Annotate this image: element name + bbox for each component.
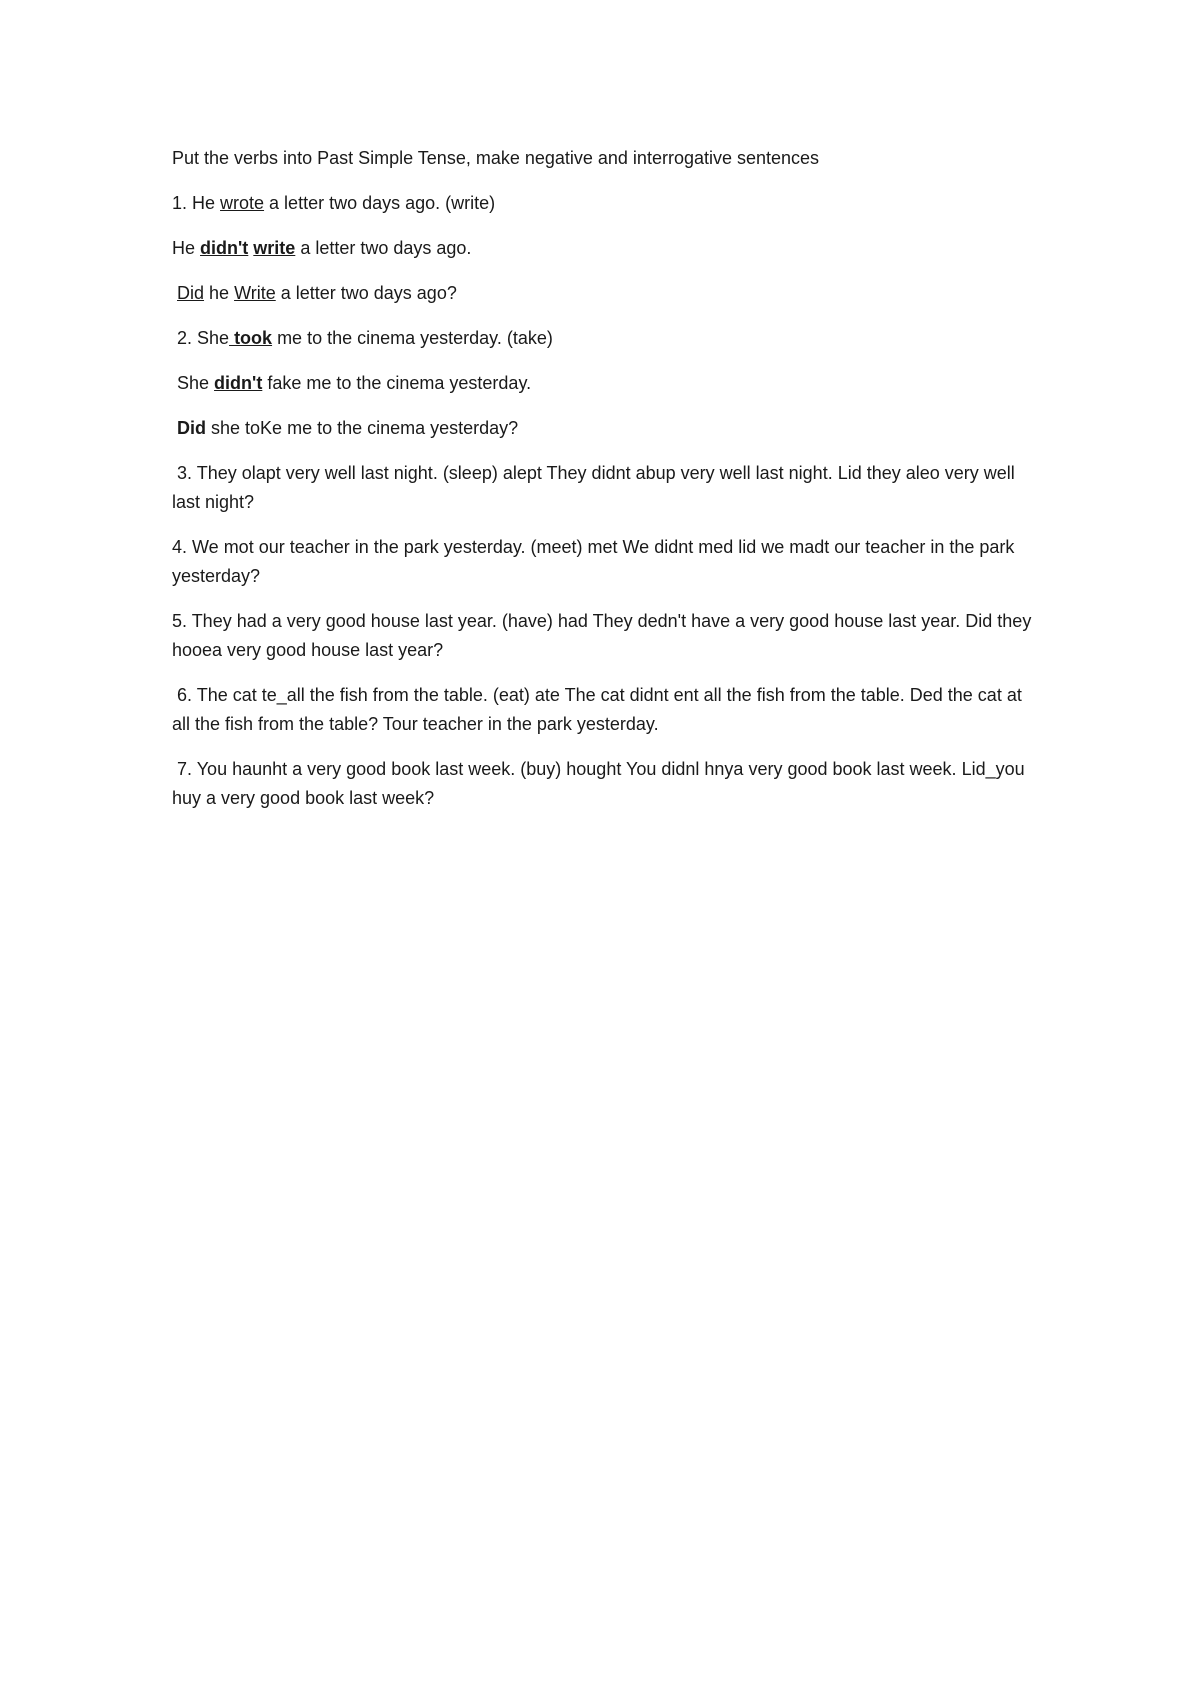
exercise-line bbox=[172, 324, 1032, 353]
line-text: 2. She bbox=[172, 328, 230, 348]
line-text: 3. They olapt very well last night. (sleep) alept They didnt abup very well last night. Lid they aleo very well last night? bbox=[172, 463, 1020, 512]
exercise-line bbox=[172, 414, 1032, 443]
exercise-line bbox=[172, 234, 1032, 263]
emphasized-text: Write bbox=[234, 283, 276, 303]
emphasized-text: write bbox=[253, 238, 296, 258]
exercise-line bbox=[172, 533, 1032, 591]
document-body bbox=[172, 144, 1037, 829]
emphasized-text: Did bbox=[177, 418, 207, 438]
line-text: me to the cinema yesterday. (take) bbox=[272, 328, 553, 348]
line-text: 5. They had a very good house last year. (have) had They dedn't have a very good house last year. Did they hooea very good house last year? bbox=[172, 611, 1037, 660]
line-text: 1. He bbox=[172, 193, 221, 213]
line-text: fake me to the cinema yesterday. bbox=[262, 373, 532, 393]
line-text: She bbox=[172, 373, 215, 393]
exercise-line bbox=[172, 279, 1032, 308]
exercise-line bbox=[172, 189, 1032, 218]
line-text: 6. The cat te_all the fish from the table. (eat) ate The cat didnt ent all the fish from the table. Ded the cat at all the fish from the table? Tour teacher in the park yesterday. bbox=[172, 685, 1027, 734]
line-text: a letter two days ago. (write) bbox=[264, 193, 496, 213]
emphasized-text: didn't bbox=[200, 238, 249, 258]
exercise-line bbox=[172, 369, 1032, 398]
line-text: 7. You haunht a very good book last week. (buy) hought You didnl hnya very good book last week. Lid_you huy a very good book last week? bbox=[172, 759, 1030, 808]
document-heading: Put the verbs into Past Simple Tense, make negative and interrogative sentences bbox=[172, 148, 820, 168]
exercise-line bbox=[172, 459, 1032, 517]
line-text: she toKe me to the cinema yesterday? bbox=[206, 418, 519, 438]
emphasized-text: Did bbox=[177, 283, 205, 303]
emphasized-text: didn't bbox=[214, 373, 263, 393]
emphasized-text: wrote bbox=[220, 193, 265, 213]
line-text: he bbox=[204, 283, 235, 303]
exercise-line bbox=[172, 681, 1032, 739]
emphasized-text: took bbox=[229, 328, 273, 348]
exercise-line bbox=[172, 607, 1037, 665]
line-text: He bbox=[172, 238, 201, 258]
line-text: a letter two days ago? bbox=[275, 283, 457, 303]
line-text: a letter two days ago. bbox=[295, 238, 472, 258]
line-text: 4. We mot our teacher in the park yesterday. (meet) met We didnt med lid we madt our teacher in the park yesterday? bbox=[172, 537, 1020, 586]
exercise-lines bbox=[172, 189, 1037, 813]
exercise-line bbox=[172, 755, 1032, 813]
